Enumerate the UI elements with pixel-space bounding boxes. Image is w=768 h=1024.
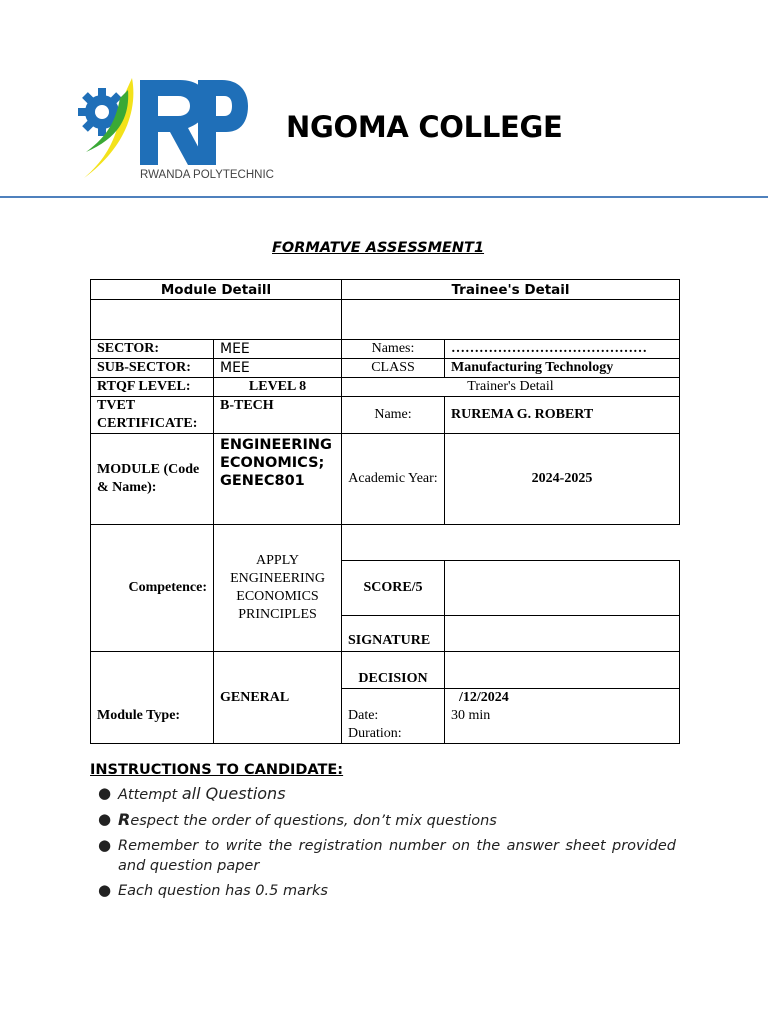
competence-label: Competence: xyxy=(91,525,214,652)
instruction-text: Attempt xyxy=(118,787,182,803)
rtqf-value: LEVEL 8 xyxy=(214,378,342,397)
instruction-text: Remember to write the registration number on the answer sheet provided and question paper xyxy=(118,838,676,874)
instructions-list xyxy=(96,784,676,906)
bullet-icon: ● xyxy=(98,784,112,802)
date-value: /12/2024 xyxy=(459,690,509,705)
names-value: …………………………………… xyxy=(445,340,680,359)
module-type-label: Module Type: xyxy=(91,652,214,744)
class-value: Manufacturing Technology xyxy=(445,359,680,378)
trainer-detail-header: Trainer's Detail xyxy=(342,378,680,397)
subsector-value: MEE xyxy=(214,359,342,378)
subsector-label: SUB-SECTOR: xyxy=(91,359,214,378)
score-label: SCORE/5 xyxy=(342,561,445,616)
names-label: Names: xyxy=(342,340,445,359)
bullet-icon: ● xyxy=(98,881,112,899)
module-value: ENGINEERING ECONOMICS; GENEC801 xyxy=(214,434,342,525)
decision-value xyxy=(445,652,680,689)
score-value xyxy=(445,561,680,616)
instruction-item xyxy=(96,784,676,805)
module-type-value: GENERAL xyxy=(214,652,342,744)
header-divider xyxy=(0,196,768,198)
instruction-item xyxy=(96,881,676,901)
duration-value: 30 min xyxy=(451,708,491,723)
tvet-value: B-TECH xyxy=(214,397,342,434)
instruction-emphasis: R xyxy=(118,810,131,829)
assessment-details-table xyxy=(90,279,680,744)
date-duration-labels xyxy=(342,689,445,744)
instruction-item xyxy=(96,836,676,876)
module-detail-header: Module Detaill xyxy=(91,280,342,300)
decision-label: DECISION xyxy=(342,652,445,689)
trainer-name-label: Name: xyxy=(342,397,445,434)
date-duration-values xyxy=(445,689,680,744)
duration-label: Duration: xyxy=(348,726,402,741)
date-label: Date: xyxy=(348,708,379,723)
instructions-title: INSTRUCTIONS TO CANDIDATE: xyxy=(90,762,344,778)
blank-module-cell xyxy=(91,300,342,340)
instruction-text: espect the order of questions, don’t mix questions xyxy=(130,813,497,829)
svg-text:RWANDA POLYTECHNIC: RWANDA POLYTECHNIC xyxy=(140,169,274,181)
module-label: MODULE (Code & Name): xyxy=(91,434,214,525)
rtqf-label: RTQF LEVEL: xyxy=(91,378,214,397)
instruction-item xyxy=(96,810,676,831)
academic-year-label: Academic Year: xyxy=(342,434,445,525)
blank-competence-cell xyxy=(342,525,680,561)
sector-value: MEE xyxy=(214,340,342,359)
instruction-text: Each question has 0.5 marks xyxy=(118,883,328,899)
bullet-icon: ● xyxy=(98,810,112,828)
sector-label: SECTOR: xyxy=(91,340,214,359)
competence-value: APPLY ENGINEERING ECONOMICS PRINCIPLES xyxy=(214,525,342,652)
signature-value xyxy=(445,616,680,652)
assessment-title: FORMATVE ASSESSMENT1 xyxy=(272,240,485,256)
rp-logo-graphic xyxy=(80,70,274,185)
instruction-emphasis: all Questions xyxy=(181,784,286,803)
signature-label: SIGNATURE xyxy=(342,616,445,652)
tvet-label: TVET CERTIFICATE: xyxy=(91,397,214,434)
trainer-name-value: RUREMA G. ROBERT xyxy=(445,397,680,434)
academic-year-value: 2024-2025 xyxy=(445,434,680,525)
trainee-detail-header: Trainee's Detail xyxy=(342,280,680,300)
blank-trainee-cell xyxy=(342,300,680,340)
class-label: CLASS xyxy=(342,359,445,378)
bullet-icon: ● xyxy=(98,836,112,854)
college-name: NGOMA COLLEGE xyxy=(286,110,563,144)
rwanda-polytechnic-logo xyxy=(80,70,274,185)
